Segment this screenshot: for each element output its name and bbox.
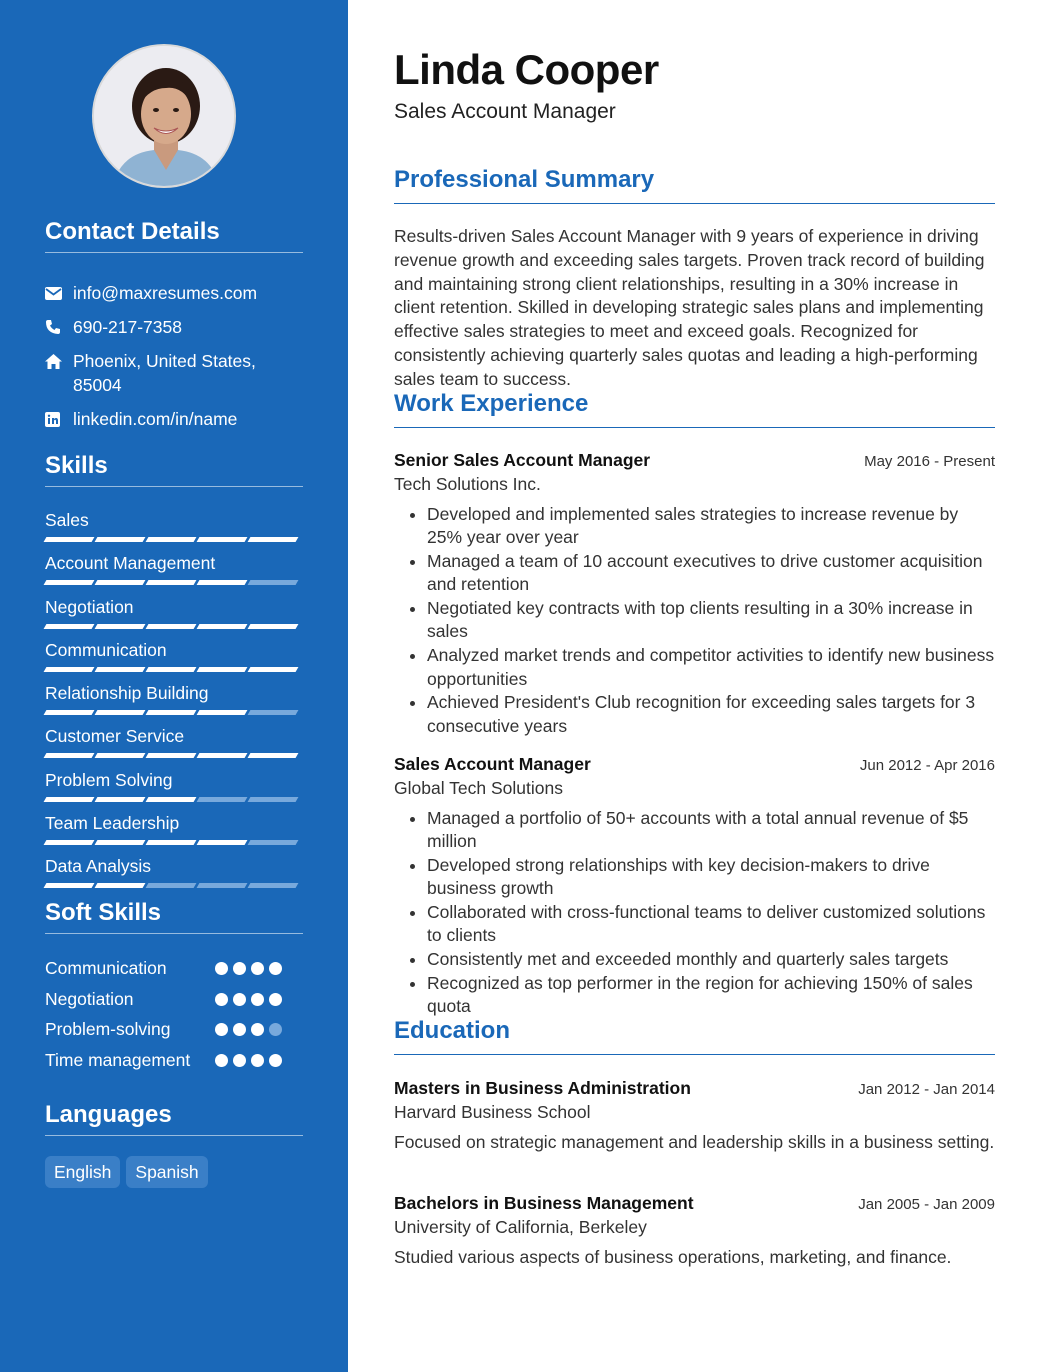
skill-name: Customer Service <box>45 726 185 747</box>
job-bullet: • Managed a team of 10 account executives to drive customer acquisition and retention <box>427 550 995 597</box>
rating-dot <box>269 1023 282 1036</box>
linkedin-text: linkedin.com/in/name <box>73 409 238 429</box>
skill-level-bar <box>45 797 303 802</box>
skill-level-segment <box>248 580 299 585</box>
soft-skill-row <box>45 1017 303 1048</box>
language-pill: English <box>45 1156 120 1188</box>
skill-level-segment <box>248 710 299 715</box>
soft-skills-section <box>45 899 303 1096</box>
skill-level-segment <box>44 710 95 715</box>
linkedin-icon <box>45 407 73 431</box>
job-company: Global Tech Solutions <box>394 778 563 798</box>
skill-level-segment <box>248 753 299 758</box>
skill-level-segment <box>146 840 197 845</box>
job-bullet: • Collaborated with cross-functional teams to deliver customized solutions to clients <box>427 901 995 948</box>
contact-location <box>45 349 303 397</box>
contact-phone[interactable] <box>45 315 303 339</box>
skill-name: Communication <box>45 639 167 660</box>
summary-heading: Professional Summary <box>394 165 995 204</box>
rating-dot <box>251 1023 264 1036</box>
skill-name: Relationship Building <box>45 683 209 704</box>
skills-section <box>45 452 303 899</box>
degree-dates: Jan 2005 - Jan 2009 <box>858 1196 995 1213</box>
skill-level-segment <box>146 710 197 715</box>
summary-text: Results-driven Sales Account Manager with 9 years of experience in driving revenue growth and exceeding sales targets. Proven track record of building and maintaining strong client relationships, resulting in a 30% increase in client retention. Skilled in developing strategic sales plans and implementing effective sales strategies to meet and exceed goals. Recognized for consistently achieving quarterly sales quotas and leading a high-performing sales team to success. <box>394 226 985 389</box>
skill-row <box>45 596 303 639</box>
skill-level-segment <box>146 797 197 802</box>
rating-dot <box>233 993 246 1006</box>
skill-level-segment <box>197 624 248 629</box>
skill-level-bar <box>45 537 303 542</box>
soft-skill-row <box>45 987 303 1018</box>
skill-level-segment <box>248 667 299 672</box>
rating-dot <box>233 1054 246 1067</box>
skill-level-segment <box>146 537 197 542</box>
skill-row <box>45 639 303 682</box>
skill-row <box>45 509 303 552</box>
sidebar <box>0 0 348 1372</box>
skill-level-segment <box>44 537 95 542</box>
skill-name: Negotiation <box>45 596 134 617</box>
soft-skill-name: Problem-solving <box>45 1019 171 1039</box>
job-bullet: • Achieved President's Club recognition for exceeding sales targets for 3 consecutive years <box>427 691 995 738</box>
skill-level-segment <box>248 624 299 629</box>
soft-skill-rating <box>215 956 282 975</box>
skill-level-segment <box>146 580 197 585</box>
rating-dot <box>215 993 228 1006</box>
skill-level-segment <box>146 883 197 888</box>
rating-dot <box>251 962 264 975</box>
rating-dot <box>215 1023 228 1036</box>
job-dates: May 2016 - Present <box>864 453 995 470</box>
candidate-title: Sales Account Manager <box>394 100 616 123</box>
soft-skill-name: Negotiation <box>45 988 134 1009</box>
skill-level-segment <box>248 537 299 542</box>
skill-level-bar <box>45 710 303 715</box>
phone-text: 690-217-7358 <box>73 317 182 337</box>
skill-level-bar <box>45 580 303 585</box>
soft-skills-list <box>45 956 303 1096</box>
skill-level-bar <box>45 624 303 629</box>
job-bullet: • Managed a portfolio of 50+ accounts with a total annual revenue of $5 million <box>427 807 995 854</box>
rating-dot <box>269 962 282 975</box>
skill-name: Problem Solving <box>45 769 173 790</box>
skill-level-segment <box>95 710 146 715</box>
skill-level-segment <box>197 710 248 715</box>
job-bullets <box>394 503 995 738</box>
location-text: Phoenix, United States, 85004 <box>73 351 256 395</box>
skill-level-segment <box>197 797 248 802</box>
skills-heading: Skills <box>45 452 303 487</box>
job-bullets <box>394 807 995 1019</box>
skill-level-bar <box>45 840 303 845</box>
skill-name: Sales <box>45 510 89 530</box>
skill-level-segment <box>197 667 248 672</box>
job-bullet: • Recognized as top performer in the region for achieving 150% of sales quota <box>427 972 995 1019</box>
soft-skill-rating <box>215 1017 282 1036</box>
skill-name: Team Leadership <box>45 813 180 834</box>
experience-heading: Work Experience <box>394 389 995 428</box>
degree-dates: Jan 2012 - Jan 2014 <box>858 1081 995 1098</box>
soft-skill-row <box>45 956 303 987</box>
skill-level-segment <box>197 883 248 888</box>
languages-heading: Languages <box>45 1101 303 1136</box>
job-bullet: • Developed and implemented sales strategies to increase revenue by 25% year over year <box>427 503 995 550</box>
skill-level-segment <box>248 840 299 845</box>
skill-level-segment <box>197 537 248 542</box>
skill-level-segment <box>44 797 95 802</box>
job-bullet: • Developed strong relationships with key decision-makers to drive business growth <box>427 854 995 901</box>
skill-level-segment <box>44 624 95 629</box>
soft-skill-name: Communication <box>45 958 167 978</box>
job-company: Tech Solutions Inc. <box>394 474 541 494</box>
skill-level-segment <box>95 753 146 758</box>
soft-skill-rating <box>215 1048 282 1067</box>
phone-icon <box>45 315 73 339</box>
soft-skill-name: Time management <box>45 1049 191 1070</box>
skill-name: Account Management <box>45 553 216 574</box>
education-entry <box>394 1191 995 1270</box>
skill-row <box>45 855 303 898</box>
email-text: info@maxresumes.com <box>73 283 258 303</box>
skill-level-segment <box>95 883 146 888</box>
skill-level-segment <box>44 883 95 888</box>
skill-level-segment <box>197 753 248 758</box>
soft-skill-rating <box>215 987 282 1006</box>
rating-dot <box>233 962 246 975</box>
rating-dot <box>215 1054 228 1067</box>
skill-level-bar <box>45 753 303 758</box>
skill-level-segment <box>197 580 248 585</box>
education-heading: Education <box>394 1016 995 1055</box>
contact-section <box>45 218 303 441</box>
skill-level-segment <box>248 797 299 802</box>
skill-level-segment <box>44 667 95 672</box>
skill-level-segment <box>44 840 95 845</box>
skill-level-segment <box>248 883 299 888</box>
skill-level-segment <box>44 753 95 758</box>
degree-description: Studied various aspects of business operations, marketing, and finance. <box>394 1247 952 1267</box>
contact-heading: Contact Details <box>45 218 303 253</box>
skill-name: Data Analysis <box>45 856 152 877</box>
contact-email[interactable] <box>45 281 303 305</box>
skill-level-bar <box>45 883 303 888</box>
job-entry <box>394 448 995 738</box>
job-bullet: • Negotiated key contracts with top clients resulting in a 30% increase in sales <box>427 597 995 644</box>
rating-dot <box>233 1023 246 1036</box>
skill-level-segment <box>146 667 197 672</box>
job-role: Senior Sales Account Manager <box>394 450 651 470</box>
degree-description: Focused on strategic management and leadership skills in a business setting. <box>394 1132 995 1152</box>
skill-row <box>45 812 303 855</box>
skill-level-segment <box>95 667 146 672</box>
skill-row <box>45 725 303 768</box>
skill-level-segment <box>197 840 248 845</box>
skill-level-segment <box>95 624 146 629</box>
rating-dot <box>251 1054 264 1067</box>
language-list <box>45 1156 303 1188</box>
candidate-name: Linda Cooper <box>394 46 659 93</box>
rating-dot <box>269 993 282 1006</box>
skill-level-bar <box>45 667 303 672</box>
job-role: Sales Account Manager <box>394 754 591 774</box>
avatar <box>92 44 236 188</box>
school-name: University of California, Berkeley <box>394 1217 647 1237</box>
job-bullet: • Analyzed market trends and competitor activities to identify new business opportunities <box>427 644 995 691</box>
rating-dot <box>251 993 264 1006</box>
job-entry <box>394 752 995 1019</box>
skill-level-segment <box>146 624 197 629</box>
skill-level-segment <box>44 580 95 585</box>
skill-level-segment <box>95 537 146 542</box>
education-entry <box>394 1076 995 1155</box>
skill-level-segment <box>95 580 146 585</box>
home-icon <box>45 349 73 373</box>
rating-dot <box>215 962 228 975</box>
degree-name: Masters in Business Administration <box>394 1078 691 1098</box>
skill-level-segment <box>146 753 197 758</box>
skills-list <box>45 509 303 899</box>
skill-row <box>45 682 303 725</box>
degree-name: Bachelors in Business Management <box>394 1193 694 1213</box>
contact-linkedin[interactable] <box>45 407 303 431</box>
skill-level-segment <box>95 840 146 845</box>
soft-skills-heading: Soft Skills <box>45 899 303 934</box>
skill-level-segment <box>95 797 146 802</box>
languages-section <box>45 1101 303 1188</box>
skill-row <box>45 552 303 595</box>
skill-row <box>45 769 303 812</box>
job-dates: Jun 2012 - Apr 2016 <box>859 757 995 774</box>
rating-dot <box>269 1054 282 1067</box>
job-bullet: • Consistently met and exceeded monthly and quarterly sales targets <box>427 948 995 971</box>
language-pill: Spanish <box>126 1156 207 1188</box>
school-name: Harvard Business School <box>394 1102 591 1122</box>
email-icon <box>45 281 73 305</box>
soft-skill-row <box>45 1048 303 1096</box>
